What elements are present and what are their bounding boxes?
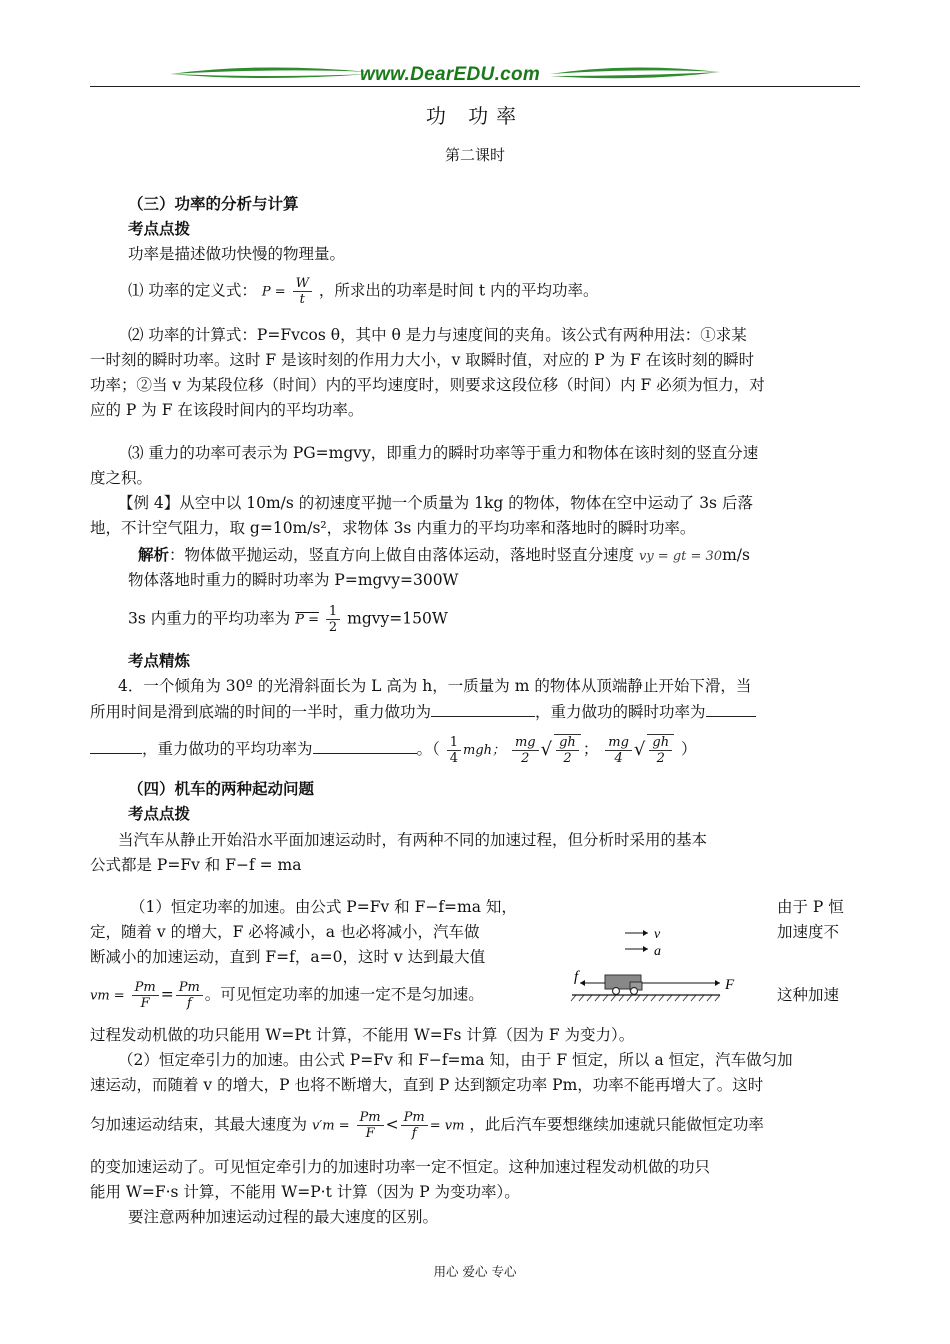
answer3-root: [647, 734, 674, 766]
cf-vm-lhs: v′m =: [311, 1118, 350, 1134]
def-suffix: ，所求出的功率是时间 t 内的平均功率。: [318, 281, 599, 300]
example4-line2: 地，不计空气阻力，取 g=10m/s²，求物体 3s 内重力的平均功率和落地时的瞬时功率。: [90, 519, 696, 537]
question4-line3: [90, 734, 697, 766]
vm-frac1: [132, 980, 159, 1011]
practice-label: 考点精炼: [128, 652, 191, 670]
cf-suffix: ，此后汽车要想继续加速就只能做恒定功率: [469, 1115, 764, 1134]
sqrt-sign-2: √: [633, 739, 646, 760]
answer3-fraction: [605, 735, 632, 766]
answer2-fraction: [512, 735, 539, 766]
answer-blank-3: [313, 739, 417, 754]
answer-blank-2a: [706, 702, 756, 717]
car-force-diagram: [570, 925, 775, 1005]
answer2-root: [554, 734, 581, 766]
def-num: W: [293, 276, 312, 292]
avg-power-suffix: mgvy=150W: [347, 609, 448, 628]
cf-n2: Pm: [401, 1110, 428, 1126]
right-col-line1: 由于 P 恒: [777, 898, 844, 916]
solution-line3: [128, 604, 448, 635]
section4-p2: 公式都是 P=Fv 和 F−f = ma: [90, 856, 302, 874]
gravity-line1: ⑶ 重力的功率可表示为 PG=mgvy，即重力的瞬时功率等于重力和物体在该时刻的竖直分速: [128, 444, 759, 462]
calc-line4: 应的 P 为 F 在该段时间内的平均功率。: [90, 401, 364, 419]
ans1-tail: mgh；: [463, 743, 506, 758]
const-force-line1: （2）恒定牵引力的加速。由公式 P=Fv 和 F−f=ma 知，由于 F 恒定，所以 a 恒定，汽车做匀加: [118, 1051, 793, 1069]
ans3-rnum: gh: [649, 735, 672, 751]
ans2-den: 2: [521, 750, 530, 766]
cf-d2: f: [411, 1126, 417, 1141]
site-logo-text: www.DearEDU.com: [360, 64, 541, 85]
answer-blank-2b: [90, 739, 142, 754]
ans-separator: ；: [582, 740, 599, 758]
solution-text: ：物体做平抛运动，竖直方向上做自由落体运动，落地时竖直分速度: [169, 546, 635, 564]
definition-line: [128, 276, 599, 307]
question4-line2: [90, 700, 756, 724]
solution-label: 解析: [138, 546, 170, 564]
velocity-label: v: [654, 927, 661, 942]
vm-n2: Pm: [176, 980, 203, 996]
ans-end: ）: [681, 740, 697, 758]
answer1-fraction: [447, 735, 461, 766]
const-force-line3: [90, 1110, 764, 1141]
right-col-line2: 加速度不: [777, 923, 840, 941]
section3-kd-label: 考点点拨: [128, 220, 191, 238]
page-title: 功 功率: [425, 104, 525, 128]
avg-power-fraction: [326, 604, 340, 635]
sqrt-sign-1: √: [540, 739, 553, 760]
def-prefix: ⑴ 功率的定义式：: [128, 281, 257, 300]
vm-frac2: [176, 980, 203, 1011]
avg-power-lhs: P =: [295, 612, 319, 628]
page-footer: 用心 爱心 专心: [433, 1264, 517, 1279]
cf-frac1: [357, 1110, 384, 1141]
ans2-num: mg: [512, 735, 539, 751]
avg-num: 1: [326, 604, 340, 620]
q2-text-a: 所用时间是滑到底端的时间的一半时，重力做功为: [90, 703, 432, 721]
section3-line1: 功率是描述做功快慢的物理量。: [128, 245, 346, 263]
ans3-num: mg: [605, 735, 632, 751]
cf-d1: F: [365, 1126, 375, 1141]
cf-frac2: [401, 1110, 428, 1141]
def-lhs: P =: [261, 284, 286, 300]
ground-hatching: [571, 995, 720, 1001]
calc-line1: ⑵ 功率的计算式：P=Fvcos θ，其中 θ 是力与速度间的夹角。该公式有两种用法：①求某: [128, 326, 747, 344]
calc-line2: 一时刻的瞬时功率。这时 F 是该时刻的作用力大小，v 取瞬时值，对应的 P 为 F 在该时刻的瞬时: [90, 351, 755, 369]
const-force-line5: 能用 W=F·s 计算，不能用 W=P·t 计算（因为 P 为变功率）。: [90, 1183, 520, 1201]
solution-unit: m/s: [722, 546, 750, 564]
car-wheel-rear: [613, 988, 620, 995]
const-power-line2: 定，随着 v 的增大，F 必将减小，a 也必将减小，汽车做: [90, 923, 480, 941]
calc-line3: 功率；②当 v 为某段位移（时间）内的平均速度时，则要求这段位移（时间）内 F 必须为恒力，对: [90, 376, 765, 394]
question4-line1: 4．一个倾角为 30º 的光滑斜面长为 L 高为 h，一质量为 m 的物体从顶端静止开始下滑，当: [118, 677, 752, 695]
q3-text-b: 。（: [416, 740, 440, 758]
const-power-line5: 过程发动机做的功只能用 W=Pt 计算，不能用 W=Fs 计算（因为 F 为变力）。: [90, 1026, 635, 1044]
section3-heading: （三）功率的分析与计算: [128, 195, 299, 213]
const-power-line4: vm = $\frac{Pm}{F}$ = $\frac{Pm}{f}$ 。可见恒定功率的加速一定不是匀加速。: [90, 980, 484, 1011]
const-power-line3: 断减小的加速运动，直到 F=f，a=0，这时 v 达到最大值: [90, 948, 486, 966]
answer-blank-1: [431, 702, 535, 717]
solution-line1: [138, 543, 750, 569]
section4-kd-label: 考点点拨: [128, 805, 191, 823]
vm-d2: f: [186, 996, 192, 1011]
ans2-rnum: gh: [556, 735, 579, 751]
ans1-num: 1: [447, 735, 461, 751]
const-force-line4: 的变加速运动了。可见恒定牵引力的加速时功率一定不恒定。这种加速过程发动机做的功只: [90, 1158, 711, 1176]
ans3-rden: 2: [656, 751, 665, 766]
vm-d1: F: [140, 996, 150, 1011]
right-col-line4: 这种加速: [777, 986, 840, 1004]
cf-eq: = vm: [429, 1118, 465, 1134]
section4-p1: 当汽车从静止开始沿水平面加速运动时，有两种不同的加速过程，但分析时采用的基本: [118, 831, 708, 849]
vm-n1: Pm: [132, 980, 159, 996]
q3-text-a: ，重力做功的平均功率为: [142, 740, 313, 758]
q2-text-b: ，重力做功的瞬时功率为: [535, 703, 706, 721]
vm-lhs: vm =: [90, 988, 125, 1004]
ans1-den: 4: [449, 750, 458, 766]
avg-power-prefix: 3s 内重力的平均功率为: [128, 609, 291, 628]
header-rule: [90, 86, 860, 87]
car-wheel-front: [631, 988, 638, 995]
const-power-line1: （1）恒定功率的加速。由公式 P=Fv 和 F−f=ma 知，: [130, 898, 517, 916]
cf-prefix: 匀加速运动结束，其最大速度为: [90, 1115, 308, 1134]
acceleration-label: a: [654, 944, 661, 959]
ans3-den: 4: [614, 750, 623, 766]
avg-den: 2: [328, 620, 338, 635]
const-force-line2: 速运动，而随着 v 的增大，P 也将不断增大，直到 P 达到额定功率 Pm，功率不能再增大了。这时: [90, 1076, 764, 1094]
page-subtitle: 第二课时: [444, 146, 505, 164]
vm-tail: 。可见恒定功率的加速一定不是匀加速。: [204, 985, 484, 1004]
ans2-rden: 2: [563, 751, 572, 766]
force-label: F: [725, 977, 735, 993]
const-force-line6: 要注意两种加速运动过程的最大速度的区别。: [128, 1208, 439, 1226]
def-fraction: [293, 276, 312, 307]
example4-line1: 【例 4】从空中以 10m/s 的初速度平抛一个质量为 1kg 的物体，物体在空中运动了 3s 后落: [118, 494, 753, 512]
friction-label: f: [574, 969, 579, 985]
gravity-line2: 度之积。: [90, 469, 153, 487]
solution-line2: 物体落地时重力的瞬时功率为 P=mgvy=300W: [128, 571, 459, 589]
cf-lt: <: [385, 1115, 399, 1134]
cf-n1: Pm: [357, 1110, 384, 1126]
section4-heading: （四）机车的两种起动问题: [128, 780, 315, 798]
solution-eq: vy = gt = 30: [638, 549, 723, 564]
def-den: t: [299, 292, 305, 307]
